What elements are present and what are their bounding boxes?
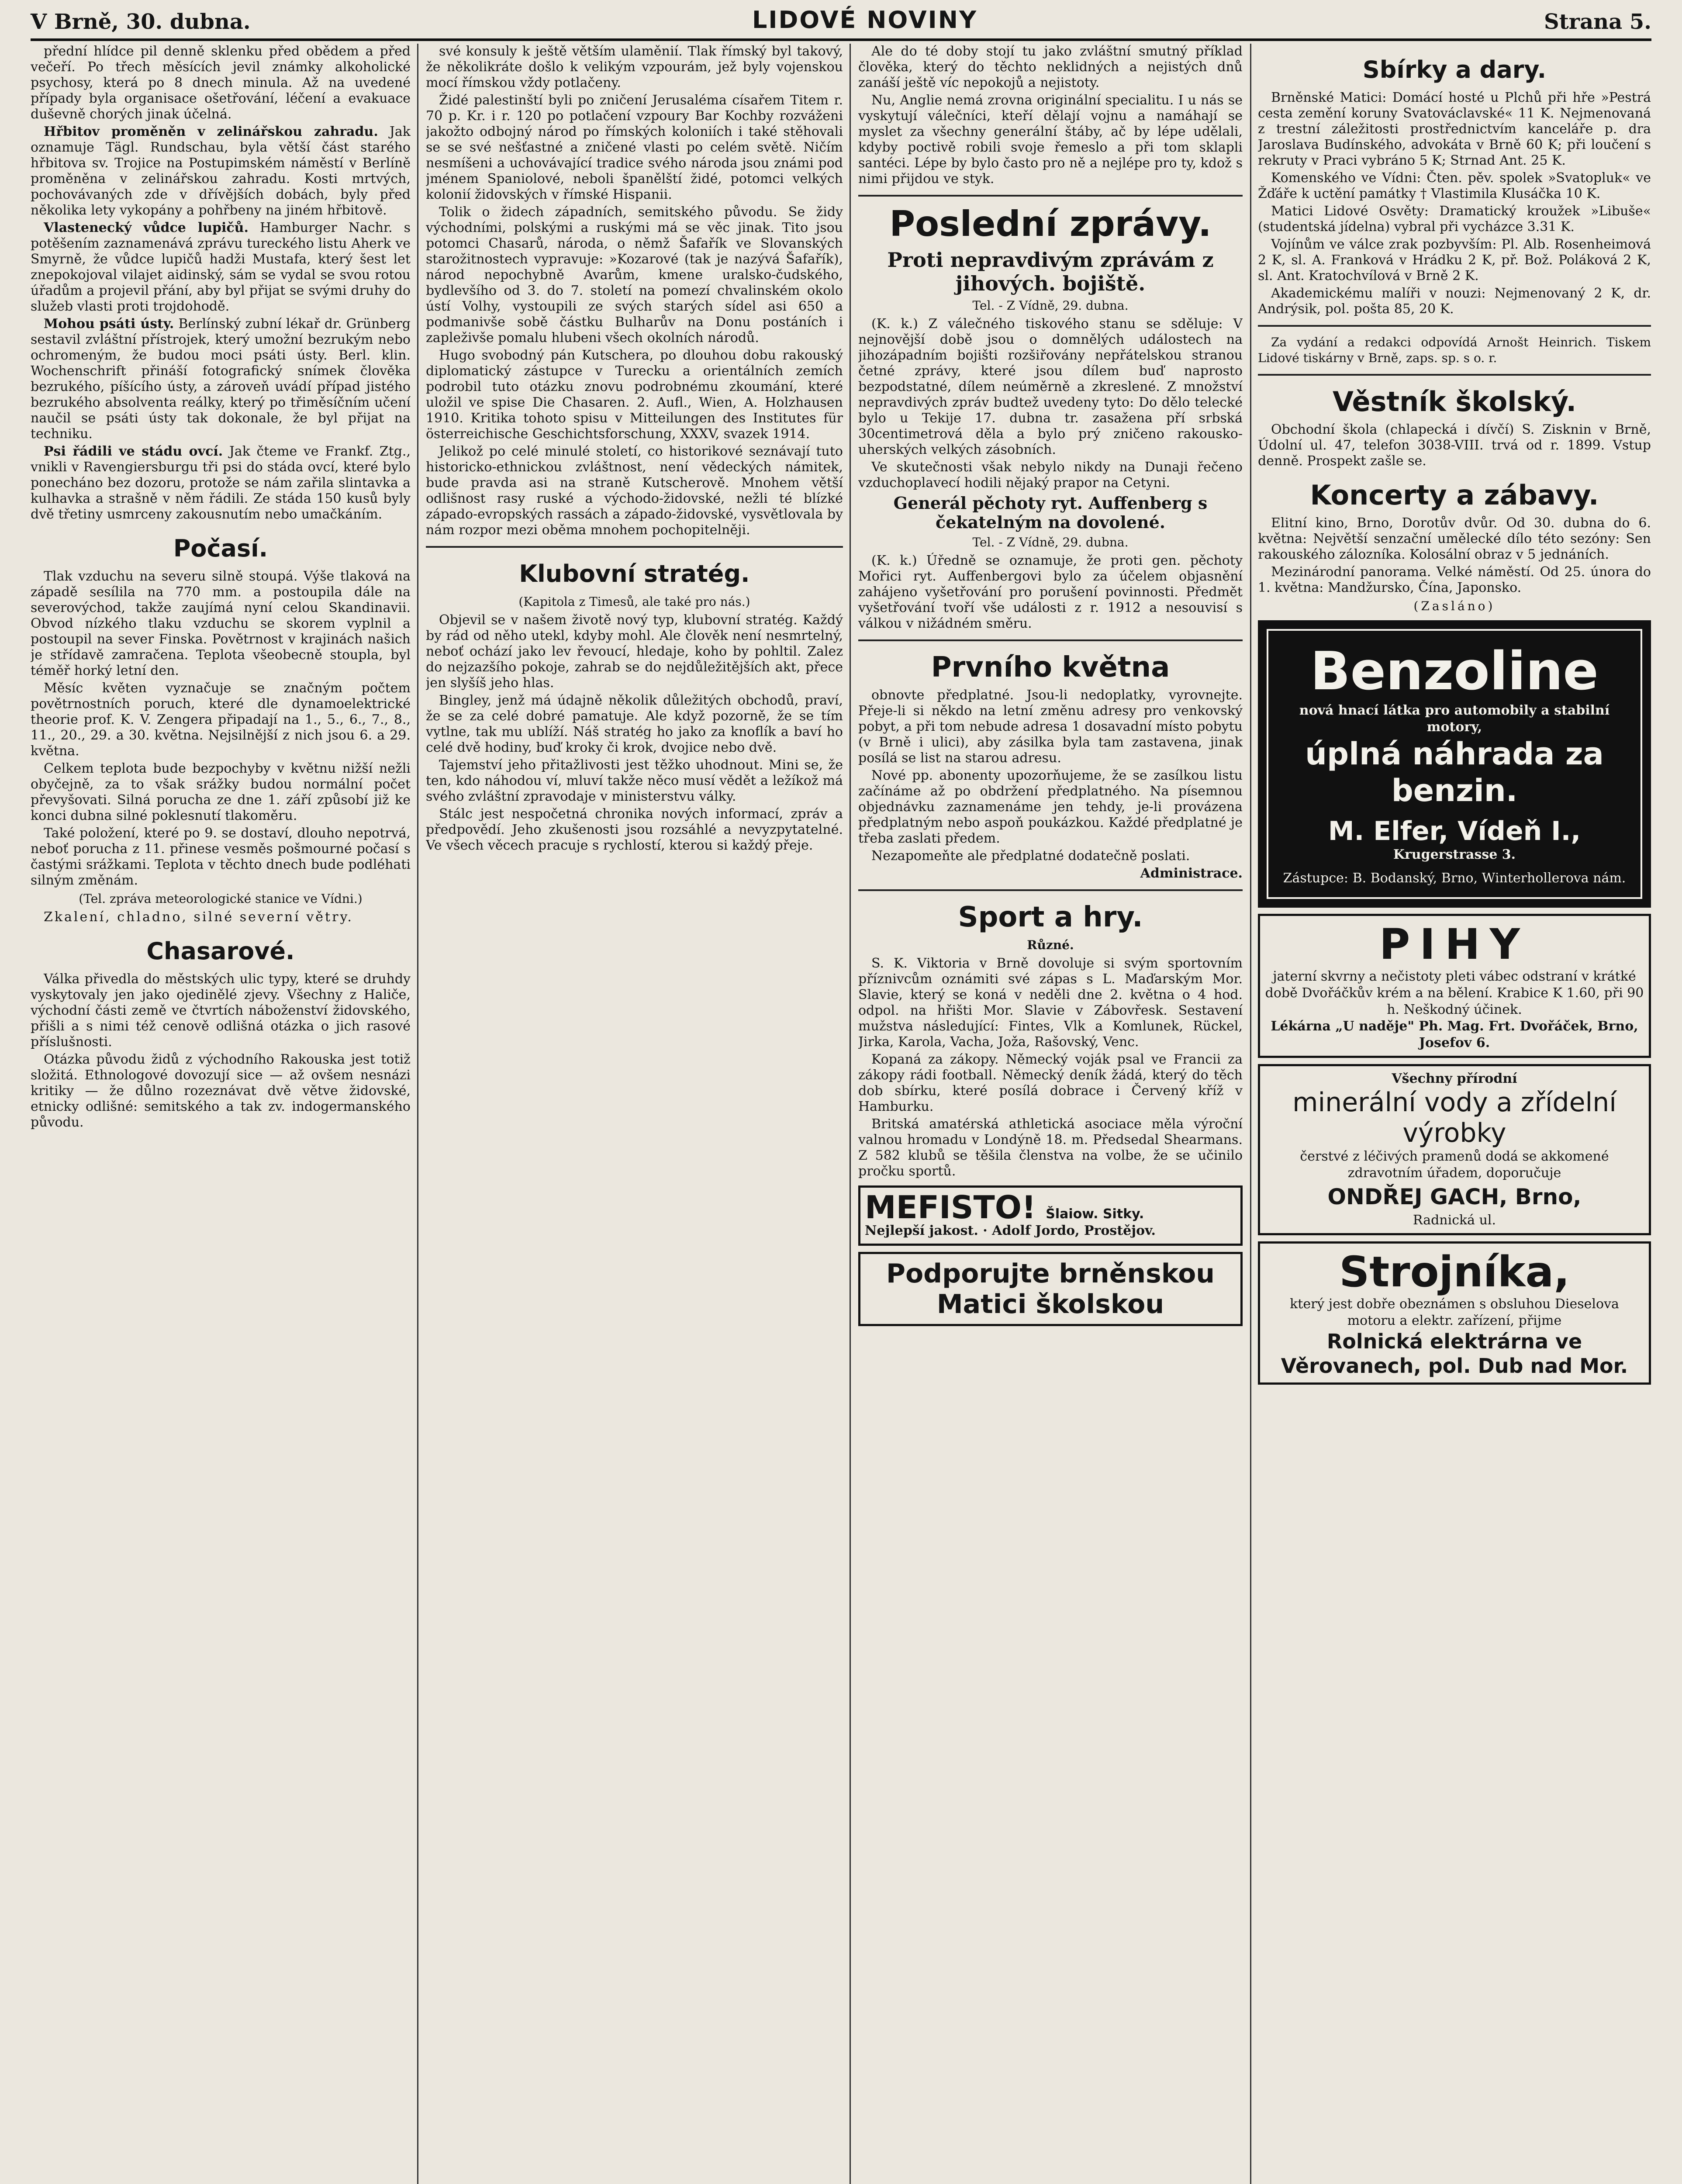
section-heading-weather: Počasí.	[173, 535, 268, 562]
masthead: LIDOVÉ NOVINY	[752, 6, 978, 34]
paragraph: Celkem teplota bude bezpochyby v květnu nižší nežli obyčejně, za to však srážky budou normální počet převyšovati. Silná porucha ze dne 1. září způsobí již ke konci dubna silné poklesnutí tlakoměru.	[31, 761, 411, 823]
forecast-source: (Tel. zpráva meteorologické stanice ve Vídni.)	[79, 892, 363, 906]
section-heading-may: Prvního května	[931, 651, 1170, 684]
imprint: Za vydání a redakci odpovídá Arnošt Heinrich. Tiskem Lidové tiskárny v Brně, zaps. sp. s o. r.	[1258, 335, 1651, 365]
divider	[426, 546, 843, 548]
ad-side: Šlaiow. Sitky.	[1046, 1206, 1144, 1222]
paragraph: Kopaná za zákopy. Německý voják psal ve Francii za zákopy rádi football. Německý deník žádá, který do těch dob sbírku, které posílá dobrace i Červený kříž v Hamburku.	[858, 1052, 1243, 1114]
ad-text: Nejlepší jakost. · Adolf Jordo, Prostějov.	[865, 1223, 1156, 1238]
ad-firm: ONDŘEJ GACH, Brno,	[1327, 1184, 1582, 1209]
news-item: Psi řádili ve stádu ovcí. Jak čteme ve Frankf. Ztg., vnikli v Ravengiersburgu tři psi do stáda ovcí, které bylo ponecháno bez dozoru, protože se nám zařila slintavka a kulhavka a strašně v něm řádili. Ze stáda 150 kusů byly dvě třetiny usmrceny zakousnutím nebo umačkáním.	[31, 444, 411, 522]
divider	[1258, 374, 1651, 376]
ad-title: Strojníka,	[1339, 1248, 1570, 1296]
paragraph: Jelikož po celé minulé století, co historikové seznávají tuto historicko-ethnickou zvláštnost, není vědeckých námitek, bude pravda asi na straně Kutscherově. Mnohem větší odlišnost rasy ruské a východo-židovské, nežli té blízké západo-evropských rassách a západo-židovské, vysvětlovala by nám rozpor mezi oběma mnohem pochopitelněji.	[426, 444, 843, 538]
column-1	[31, 44, 411, 2184]
paragraph: Židé palestinští byli po zničení Jerusaléma císařem Titem r. 70 p. Kr. i r. 120 po potlačení vzpoury Bar Kochby rozváženi jakožto odbojný národ po římských koloniích i také stěhovali se se své nešťastné a zničené vlasti po celém světě. Ničím nesmíšeni a uchovávající tradice svého národa jsou známi pod jménem Spaniolové, neboli španělští židé, potomci velkých kolonií židovských v římské Hispanii.	[426, 93, 843, 202]
ad-strojnik	[1258, 1241, 1651, 1385]
paragraph: Hugo svobodný pán Kutschera, po dlouhou dobu rakouský diplomatický zástupce v Turecku a orientálních zemích podrobil tuto otázku znovu podrobnému zkoumání, které uložil ve spise Die Chasaren. 2. Aufl., Wien, A. Holzhausen 1910. Kritika tohoto spisu v Mitteilungen des Institutes für österreichische Geschichtsforschung, XXXV, svazek 1914.	[426, 348, 843, 442]
ad-text: jaterní skvrny a nečistoty pleti vábec odstraní v krátké době Dvořáčkův krém a na bělení. Krabice K 1.60, při 90 h. Neškodný účinek.	[1265, 969, 1644, 1017]
paragraph: Ve skutečnosti však nebylo nikdy na Dunaji řečeno vzduchoplavecí hodili nějaký prapor na Cetyni.	[858, 460, 1243, 491]
section-heading-sport: Sport a hry.	[958, 901, 1143, 933]
paragraph: Brněnské Matici: Domácí hosté u Plchů při hře »Pestrá cesta zemění koruny Svatováclavské« 11 K. Nejmenovaná z trestní záležitosti prostřednictvím kanceláře p. dra Jaroslava Budínského, advokáta v Brně 60 K; při loučení s rekruty v Praci vybráno 5 K; Strnad Ant. 25 K.	[1258, 90, 1651, 168]
article-headline: Generál pěchoty ryt. Auffenberg s čekatelným na dovolené.	[893, 493, 1208, 532]
paragraph: Otázka původu židů z východního Rakouska jest totiž složitá. Ethnologové dovozují sice — až ovšem nesnázi kritiky — že důlno rozeznávat dvě větve židovské, etnicky odlišné: semitského a tak zv. indogermanského původu.	[31, 1052, 411, 1130]
paragraph: Stálc jest nespočetná chronika nových informací, zpráv a předpovědí. Jeho zkušenosti jsou rozsáhlé a nevyzpytatelné. Ve všech věcech pracuje s rychlostí, kterou si každý přeje.	[426, 806, 843, 853]
ad-mineral	[1258, 1064, 1651, 1235]
ad-firm: M. Elfer, Vídeň I.,	[1328, 816, 1581, 847]
item-headline: Vlastenecký vůdce lupičů.	[44, 220, 249, 235]
section-subheading: Různé.	[1027, 938, 1074, 952]
ad-inner	[1267, 629, 1642, 899]
section-heading-strateg: Klubovní stratég.	[519, 560, 750, 587]
forecast: Zkalení, chladno, silné severní větry.	[44, 909, 353, 925]
ad-address: Krugerstrasse 3.	[1393, 847, 1516, 862]
news-item: Mohou psáti ústy. Berlínský zubní lékař dr. Grünberg sestavil zvláštní přístrojek, který umožní bezrukým nebo ochromeným, že budou moci psáti ústy. Berl. klin. Wochenschrift přináší fotografický snímek člověka bezrukého, píšícího ústy, a zároveň uvádí případ jistého bezrukého absolventa reálky, který po třiměsíčním učení naučil se psáti ústy tak dokonale, že byl přijat na techniku.	[31, 316, 411, 442]
column-3	[858, 44, 1243, 2184]
ad-text: čerstvé z léčivých pramenů dodá se akkomené zdravotním úřadem, doporučuje	[1300, 1149, 1609, 1181]
section-heading-concerts: Koncerty a zábavy.	[1310, 479, 1599, 511]
ad-support	[858, 1252, 1243, 1326]
paragraph: Bingley, jenž má údajně několik důležitých obchodů, praví, že se za celé dobré pamatuje. Ale když pozorně, že se tím vytlne, tak mu ublíží. Náš stratég ho jako za knoflík a baví ho celé dvě hodiny, buď kroky či krok, dvojice nebo dvě.	[426, 693, 843, 755]
paragraph: Britská amatérská athletická asociace měla výroční valnou hromadu v Londýně 18. m. Předsedal Shearmans. Z 582 klubů se těšila členstva na volbe, že se učinilo pročku sportů.	[858, 1116, 1243, 1179]
ad-title: MEFISTO!	[865, 1189, 1036, 1226]
column-4	[1258, 44, 1651, 2184]
paragraph: Nezapomeňte ale předplatné dodatečně poslati.	[871, 848, 1190, 864]
paragraph: Akademickému malíři v nouzi: Nejmenovaný 2 K, dr. Andrýsik, pol. pošta 85, 20 K.	[1258, 286, 1651, 317]
news-item: Vlastenecký vůdce lupičů. Hamburger Nachr. s potěšením zaznamenává zprávu tureckého listu Aherk ve Smyrně, že vůdce lupičů hadži Mustafa, který šest let znepokojoval vilajet aidinský, sám se vydal se svou rotou úřadům a projevil přání, aby byl přijat se svými druhy do služeb vlasti proti trojdohodě.	[31, 220, 411, 314]
paragraph: S. K. Viktoria v Brně dovoluje si svým sportovním příznivcům oznámiti své zápas s L. Maďarským Mor. Slavie, který se koná v neděli dne 2. května o 4 hod. odpol. na hřišti Mor. Slavie v Zábovřesk. Sestavení mužstva následující: Fintes, Vlk a Komlunek, Rückel, Jirka, Karola, Vacha, Joža, Rašovský, Venc.	[858, 956, 1243, 1050]
paragraph: Tlak vzduchu na severu silně stoupá. Výše tlaková na západě sesílila na 770 mm. a postoupila dále na severovýchod, takže zaujímá nyní celou Skandinavii. Obvod nízkého tlaku vzduchu se skorem vyplnil a postoupil na sever Finska. Povětrnost v krajinách našich je střídavě zamračena. Teplota všeobecně stoupla, byl téměř horký letní den.	[31, 569, 411, 678]
section-subheading: (Kapitola z Timesů, ale také pro nás.)	[518, 594, 750, 609]
column-divider	[850, 44, 851, 2184]
header-rule	[31, 38, 1651, 41]
ad-title: Benzoline	[1310, 641, 1599, 702]
paragraph: Obchodní škola (chlapecká i dívčí) S. Zisknin v Brně, Údolní ul. 47, telefon 3038-VIII. trvá od r. 1899. Vstup denně. Prospekt zašle se.	[1258, 422, 1651, 469]
paragraph: Elitní kino, Brno, Dorotův dvůr. Od 30. dubna do 6. května: Největší senzační umělecké dílo této sezóny: Sen rakouského zálozníka. Kolosální obraz v 5 jednáních.	[1258, 515, 1651, 562]
paragraph: Mezinárodní panorama. Velké náměstí. Od 25. února do 1. května: Mandžursko, Čína, Japonsko.	[1258, 564, 1651, 595]
paragraph: Nu, Anglie nemá zrovna originální specialitu. I u nás se vyskytují válečníci, kteří dělají vojnu a namáhají se myslet za všechny generální štáby, ač by lépe udělali, kdyby poctivě robili svoje řemeslo a při tom sklapli santéci. Lépe by bylo často pro ně a nejlépe pro ty, kdož s nimi přijdou ve styk.	[858, 93, 1243, 187]
ad-title: Podporujte brněnskou Matici školskou	[886, 1258, 1215, 1320]
divider	[858, 889, 1243, 891]
section-heading-latest-news: Poslední zprávy.	[889, 204, 1212, 244]
ad-text: úplná náhrada za benzin.	[1305, 736, 1604, 809]
paragraph: (K. k.) Úředně se oznamuje, že proti gen. pěchoty Mořici ryt. Auffenbergovi bylo za účelem objasnění zahájeno vyšetřování pro porušení povinnosti. Předmět vyšetřování tvoří vše události z r. 1912 a nesouvisí s válkou v nižádném směru.	[858, 553, 1243, 631]
paragraph: Měsíc květen vyznačuje se značným počtem povětrnostních poruch, které dle dynamoelektrické theorie prof. K. V. Zengera připadají na 1., 5., 6., 7., 8., 11., 20., 29. a 30. května. Nejsilnější z nich jsou 6. a 29. května.	[31, 681, 411, 759]
paragraph: Tolik o židech západních, semitského původu. Se židy východními, polskými a ruskými má se věc jinak. Tito jsou potomci Chasarů, národa, o němž Šafařík ve Slovanských starožitnostech vypravuje: »Kozarové (tak je nazývá Šafařík), národ nepochybně Avarům, kmene uralsko-čudského, bydlevšího od 3. do 7. století na pomezí chvalinském okolo ústí Volhy, vystoupili ze svých starých sídel asi 650 a podmanivše sobě částku Bulharův na Donu postáních i zapleživše pomalu hlubeni všech okolních národů.	[426, 204, 843, 346]
paragraph: Válka přivedla do městských ulic typy, které se druhdy vyskytovaly jen jako ojedinělé zjevy. Všechny z Haliče, východní části země ve čtvrtích náboženství židovského, přišli a s nimi též cenově odlišná otázka o jich rasové příslušnosti.	[31, 971, 411, 1050]
column-2	[426, 44, 843, 2184]
paragraph: Ale do té doby stojí tu jako zvláštní smutný příklad člověka, který do těchto neklidných a nejistých dnů zanáší ještě víc nepokojů a nejistoty.	[858, 44, 1243, 90]
divider	[858, 639, 1243, 641]
page-header	[31, 0, 1651, 37]
ad-rep: Zástupce: B. Bodanský, Brno, Winterhollerova nám.	[1283, 871, 1626, 886]
paragraph: obnovte předplatné. Jsou-li nedoplatky, vyrovnejte. Přeje-li si někdo na letní změnu adresy pro venkovský pobyt, a při tom nebude adresa 1 dosavadní místo pobytu (v Brně i ulici), aby zásilka byla tam zastavena, jinak posílá se list na starou adresu.	[858, 688, 1243, 766]
ad-address: Radnická ul.	[1413, 1213, 1496, 1228]
ad-text: Všechny přírodní	[1392, 1071, 1517, 1086]
item-headline: Mohou psáti ústy.	[44, 316, 174, 332]
paragraph: Komenského ve Vídni: Čten. pěv. spolek »Svatopluk« ve Žďáře k uctění památky † Vlastimila Klusáčka 10 K.	[1258, 170, 1651, 201]
news-item: Hřbitov proměněn v zelinářskou zahradu. Jak oznamuje Tägl. Rundschau, byla větší část starého hřbitova sv. Trojice na Postupimském náměstí v Berlíně proměněna v zelinářskou zahradu. Kosti mrtvých, pochovávaných zde v dřívějších dobách, byly před několika lety vykopány a pohřbeny na jiném hřbitově.	[31, 124, 411, 218]
article-headline: Proti nepravdivým zprávám z jihových. bojiště.	[887, 248, 1214, 295]
paragraph: Vojínům ve válce zrak pozbyvším: Pl. Alb. Rosenheimová 2 K, sl. A. Franková v Hrádku 2 K, př. Bož. Poláková 2 K, sl. Ant. Kratochvílová v Brně 2 K.	[1258, 237, 1651, 283]
divider	[1258, 325, 1651, 327]
section-heading-gifts: Sbírky a dary.	[1362, 56, 1547, 83]
ad-pihy	[1258, 914, 1651, 1058]
ad-firm: Rolnická elektrárna ve Věrovanech, pol. Dub nad Mor.	[1281, 1330, 1628, 1378]
ad-mefisto	[858, 1185, 1243, 1246]
column-divider	[417, 44, 418, 2184]
page-number: Strana 5.	[1544, 10, 1651, 34]
paragraph: (K. k.) Z válečného tiskového stanu se sděluje: V nejnovější době jsou o domnělých událostech na jihozápadním bojišti rozšiřovány nepřátelskou stranou četné zprávy, které jsou dílem buď naprosto bezpodstatné, dílem neúměrně a zkreslené. Z množství nepravdivých zpráv budtež uvedeny tyto: Do dělo telecké bylo u Tekije 17. dubna tr. zasažena pří srbská 30centimetrová děla a bylo prý zničeno rakousko-uherských velkých zásobních.	[858, 316, 1243, 457]
ad-benzoline	[1258, 620, 1651, 908]
signature: Administrace.	[1140, 866, 1243, 881]
paragraph: přední hlídce pil denně sklenku před obědem a před večeří. Po třech měsících jevil známky alkoholické psychosy, která po 8 dnech minula. Až na uvedené případy byla organisace ošetřování, léčení a evakuace duševně chorých jinak účelná.	[31, 44, 411, 122]
column-divider	[1250, 44, 1251, 2184]
paragraph: Objevil se v našem životě nový typ, klubovní stratég. Každý by rád od něho utekl, kdyby mohl. Ale člověk není nesmrtelný, neboť ochází jako lev řevoucí, hledaje, koho by pohltil. Zalez do nejzazšího pokoje, zahrab se do nejdůležitějších akt, přece jen slyšíš jeho hlas.	[426, 612, 843, 691]
item-headline: Hřbitov proměněn v zelinářskou zahradu.	[44, 124, 378, 139]
ad-shop: Lékárna „U naděje" Ph. Mag. Frt. Dvořáček, Brno, Josefov 6.	[1271, 1019, 1638, 1051]
paragraph: Nové pp. abonenty upozorňujeme, že se zasílkou listu začínáme až po obdržení předplatného. Na písemnou objednávku zaznamenáme jen tehdy, je-li provázena předplatným nebo aspoň poukázkou. Každé předplatné je třeba zaslati předem.	[858, 768, 1243, 846]
dateline: Tel. - Z Vídně, 29. dubna.	[972, 298, 1129, 313]
divider	[858, 195, 1243, 197]
ad-text: nová hnací látka pro automobily a stabilní motory,	[1299, 703, 1610, 735]
paragraph: Matici Lidové Osvěty: Dramatický kroužek »Libuše« (studentská jídelna) vybral při vycházce 3.31 K.	[1258, 204, 1651, 235]
dateline: Tel. - Z Vídně, 29. dubna.	[972, 535, 1129, 549]
paragraph: své konsuly k ještě větším ulaměnií. Tlak římský byl takový, že několikráte došlo k velikým vzpourám, jež byly vojenskou mocí římskou vždy potlačeny.	[426, 44, 843, 90]
paragraph: Tajemství jeho přitažlivosti jest těžko uhodnout. Mini se, že ten, kdo náhodou ví, mluví takže něco musí vědět a ležíkož má svého zvláštní zpravodaje v ministerstvu války.	[426, 757, 843, 804]
section-heading-school: Věstník školský.	[1332, 386, 1577, 418]
item-headline: Psi řádili ve stádu ovcí.	[44, 444, 223, 459]
zaslano-label: (Zasláno)	[1413, 599, 1495, 613]
section-heading-chasars: Chasarové.	[146, 937, 295, 965]
ad-text: který jest dobře obeznámen s obsluhou Dieselova motoru a elektr. zařízení, přijme	[1290, 1296, 1619, 1328]
header-date: V Brně, 30. dubna.	[31, 10, 251, 34]
ad-title: PIHY	[1379, 920, 1530, 969]
ad-title: minerální vody a zřídelní výrobky	[1292, 1087, 1616, 1148]
paragraph: Také položení, které po 9. se dostaví, dlouho nepotrvá, neboť porucha z 11. přinese vesměs pošmourné počasí s častými srážkami. Teplota v těchto dnech bude podléhati silným změnám.	[31, 826, 411, 888]
